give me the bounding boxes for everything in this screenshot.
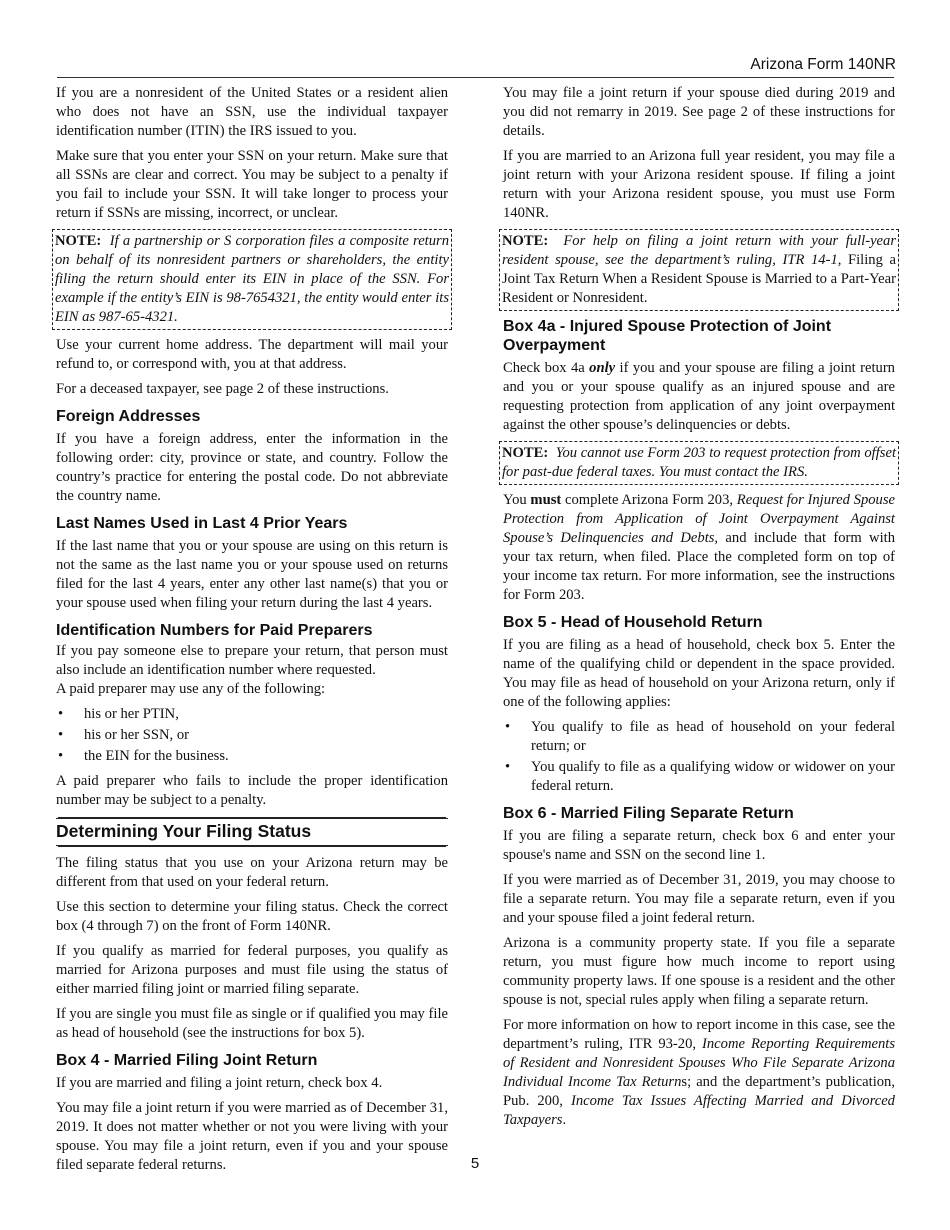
last-names-paragraph: If the last name that you or your spouse are using on this return is not the same as the last name you or your spouse used on returns filed for the last 4 years, enter any other last name(s) that you or your spouse used when filing your return during the last 4 years.	[56, 538, 448, 611]
box-4-paragraph-2: You may file a joint return if you were married as of December 31, 2019. It does not matter whether or not you were living with your spouse. You may file a joint return, even if you and your spouse filed separate federal returns.	[56, 1100, 448, 1173]
itin-paragraph: If you are a nonresident of the United States or a resident alien who does not have an SSN, use the individual taxpayer identification number (ITIN) the IRS issued to you.	[56, 85, 448, 139]
text-run: Check box 4a	[503, 360, 590, 376]
emphasis-must: must	[530, 492, 562, 508]
heading-last-names: Last Names Used in Last 4 Prior Years	[56, 515, 348, 532]
note-italic-text: For help on filing a joint return with your full-year resident spouse, see the department’s ruling, ITR 14-1,	[502, 233, 897, 268]
note-joint-return-ruling	[499, 229, 899, 311]
list-item: • his or her SSN, or	[56, 726, 448, 745]
id-numbers-paragraph: If you pay someone else to prepare your return, that person must also include an identification number where requested.	[56, 643, 448, 678]
filing-status-paragraph-1: The filing status that you use on your Arizona return may be different from that used on your federal return.	[56, 855, 448, 890]
text-run: complete Arizona Form 203,	[561, 492, 737, 508]
text-run: if you and your spouse are filing a joint return and you or your spouse qualify as an injured spouse and are requesting protection from application of any joint overpayment against the other spouse’s delinquencies or debts.	[503, 360, 895, 433]
home-address-paragraph: Use your current home address. The department will mail your refund to, or correspond with, you at that address.	[56, 337, 448, 372]
form-203-title: Request for Injured Spouse Protection from Application of Joint Overpayment Against Spouse’s Delinquencies and Debts,	[503, 492, 896, 546]
filing-status-paragraph-4: If you are single you must file as single or if qualified you may file as head of household (see the instructions for box 5).	[56, 1006, 448, 1041]
heading-box-6: Box 6 - Married Filing Separate Return	[503, 805, 794, 822]
box-6-paragraph-4	[503, 1016, 895, 1130]
form-203-paragraph	[503, 491, 895, 605]
heading-foreign-addresses: Foreign Addresses	[56, 408, 201, 425]
note-form-203	[499, 441, 899, 485]
note-label: NOTE:	[502, 445, 549, 461]
list-item: • You qualify to file as head of household on your federal return; or	[503, 718, 895, 756]
text-run: For more information on how to report income in this case, see the department’s ruling, ITR 93-20,	[503, 1017, 895, 1052]
box-6-paragraph-2: If you were married as of December 31, 2019, you may choose to file a separate return. You may file a separate return, even if you and your spouse filed a joint federal return.	[503, 872, 895, 926]
text-run: .	[562, 1112, 567, 1128]
left-column	[56, 84, 448, 1181]
heading-id-numbers: Identification Numbers for Paid Preparers	[56, 622, 373, 639]
note-text: If a partnership or S corporation files a composite return on behalf of its nonresident partners or shareholders, the entity filing the return should enter its EIN in place of the SSN. For example if the entity’s EIN is 98-7654321, the entity would enter its EIN as 987-65-4321.	[55, 233, 450, 325]
section-heading-filing-status	[56, 818, 448, 846]
list-item: • his or her PTIN,	[56, 705, 448, 724]
spouse-died-paragraph: You may file a joint return if your spouse died during 2019 and you did not remarry in 2019. See page 2 of these instructions for details.	[503, 85, 895, 139]
note-label: NOTE:	[502, 233, 549, 249]
header-rule	[57, 77, 894, 78]
ruling-title: Income Reporting Requirements of Resident and Nonresident Spouses Who File Separate Arizona Individual Income Tax Return	[503, 1036, 895, 1090]
page-header-title: Arizona Form 140NR	[750, 56, 896, 73]
full-year-resident-paragraph: If you are married to an Arizona full year resident, you may file a joint return with your Arizona resident spouse. If filing a joint return with your Arizona resident spouse, you must use Form 140NR.	[503, 148, 895, 221]
text-run: You	[503, 492, 531, 508]
list-item: • You qualify to file as a qualifying widow or widower on your federal return.	[503, 758, 895, 796]
filing-status-paragraph-3: If you qualify as married for federal purposes, you qualify as married for Arizona purposes and must file using the status of either married filing joint or married filing separate.	[56, 943, 448, 997]
text-run: s; and the department’s publication, Pub. 200,	[503, 1074, 895, 1109]
note-text: Filing a Joint Tax Return When a Resident Spouse is Married to a Part-Year Resident or Nonresident.	[502, 252, 896, 306]
box-4-paragraph-1: If you are married and filing a joint return, check box 4.	[56, 1075, 383, 1091]
heading-box-4: Box 4 - Married Filing Joint Return	[56, 1052, 318, 1069]
filing-status-paragraph-2: Use this section to determine your filing status. Check the correct box (4 through 7) on the front of Form 140NR.	[56, 899, 448, 934]
ssn-paragraph: Make sure that you enter your SSN on your return. Make sure that all SSNs are clear and correct. You may be subject to a penalty if you fail to include your SSN. It will take longer to process your return if SSNs are missing, incorrect, or unclear.	[56, 148, 448, 221]
box-4a-paragraph	[503, 359, 895, 435]
preparer-penalty-paragraph: A paid preparer who fails to include the proper identification number may be subject to a penalty.	[56, 773, 448, 808]
heading-box-5: Box 5 - Head of Household Return	[503, 614, 763, 631]
note-composite-return	[52, 229, 452, 330]
box-5-paragraph: If you are filing as a head of household, check box 5. Enter the name of the qualifying child or dependent in the space provided. You may file as head of household on your Arizona return, only if one of the following applies:	[503, 637, 895, 710]
preparer-id-list	[56, 705, 448, 766]
page-number: 5	[470, 1155, 480, 1172]
right-column	[503, 84, 895, 1136]
note-label: NOTE:	[55, 233, 102, 249]
note-text: You cannot use Form 203 to request protection from offset for past-due federal taxes. You must contact the IRS.	[502, 445, 897, 480]
emphasis-only: only	[589, 360, 616, 376]
text-run: and include that form with your tax return, when filed. Place the completed form on top of your income tax return. For more information, see the instructions for Form 203.	[503, 530, 896, 603]
section-title: Determining Your Filing Status	[56, 821, 312, 841]
box-6-paragraph-3: Arizona is a community property state. If you file a separate return, you must figure how much income to report using community property laws. If one spouse is a resident and the other spouse is not, special rules apply when filing a separate return.	[503, 935, 895, 1008]
publication-title: Income Tax Issues Affecting Married and Divorced Taxpayers	[503, 1093, 895, 1128]
deceased-taxpayer-paragraph: For a deceased taxpayer, see page 2 of these instructions.	[56, 381, 389, 397]
list-item: • the EIN for the business.	[56, 747, 448, 766]
foreign-addresses-paragraph: If you have a foreign address, enter the information in the following order: city, province or state, and country. Follow the country’s practice for entering the postal code. Do not abbreviate the country name.	[56, 431, 448, 504]
box-6-paragraph-1: If you are filing a separate return, check box 6 and enter your spouse's name and SSN on the second line 1.	[503, 828, 895, 863]
heading-box-4a: Box 4a - Injured Spouse Protection of Joint Overpayment	[503, 318, 832, 354]
head-of-household-list	[503, 718, 895, 796]
id-numbers-list-intro: A paid preparer may use any of the following:	[56, 681, 326, 697]
